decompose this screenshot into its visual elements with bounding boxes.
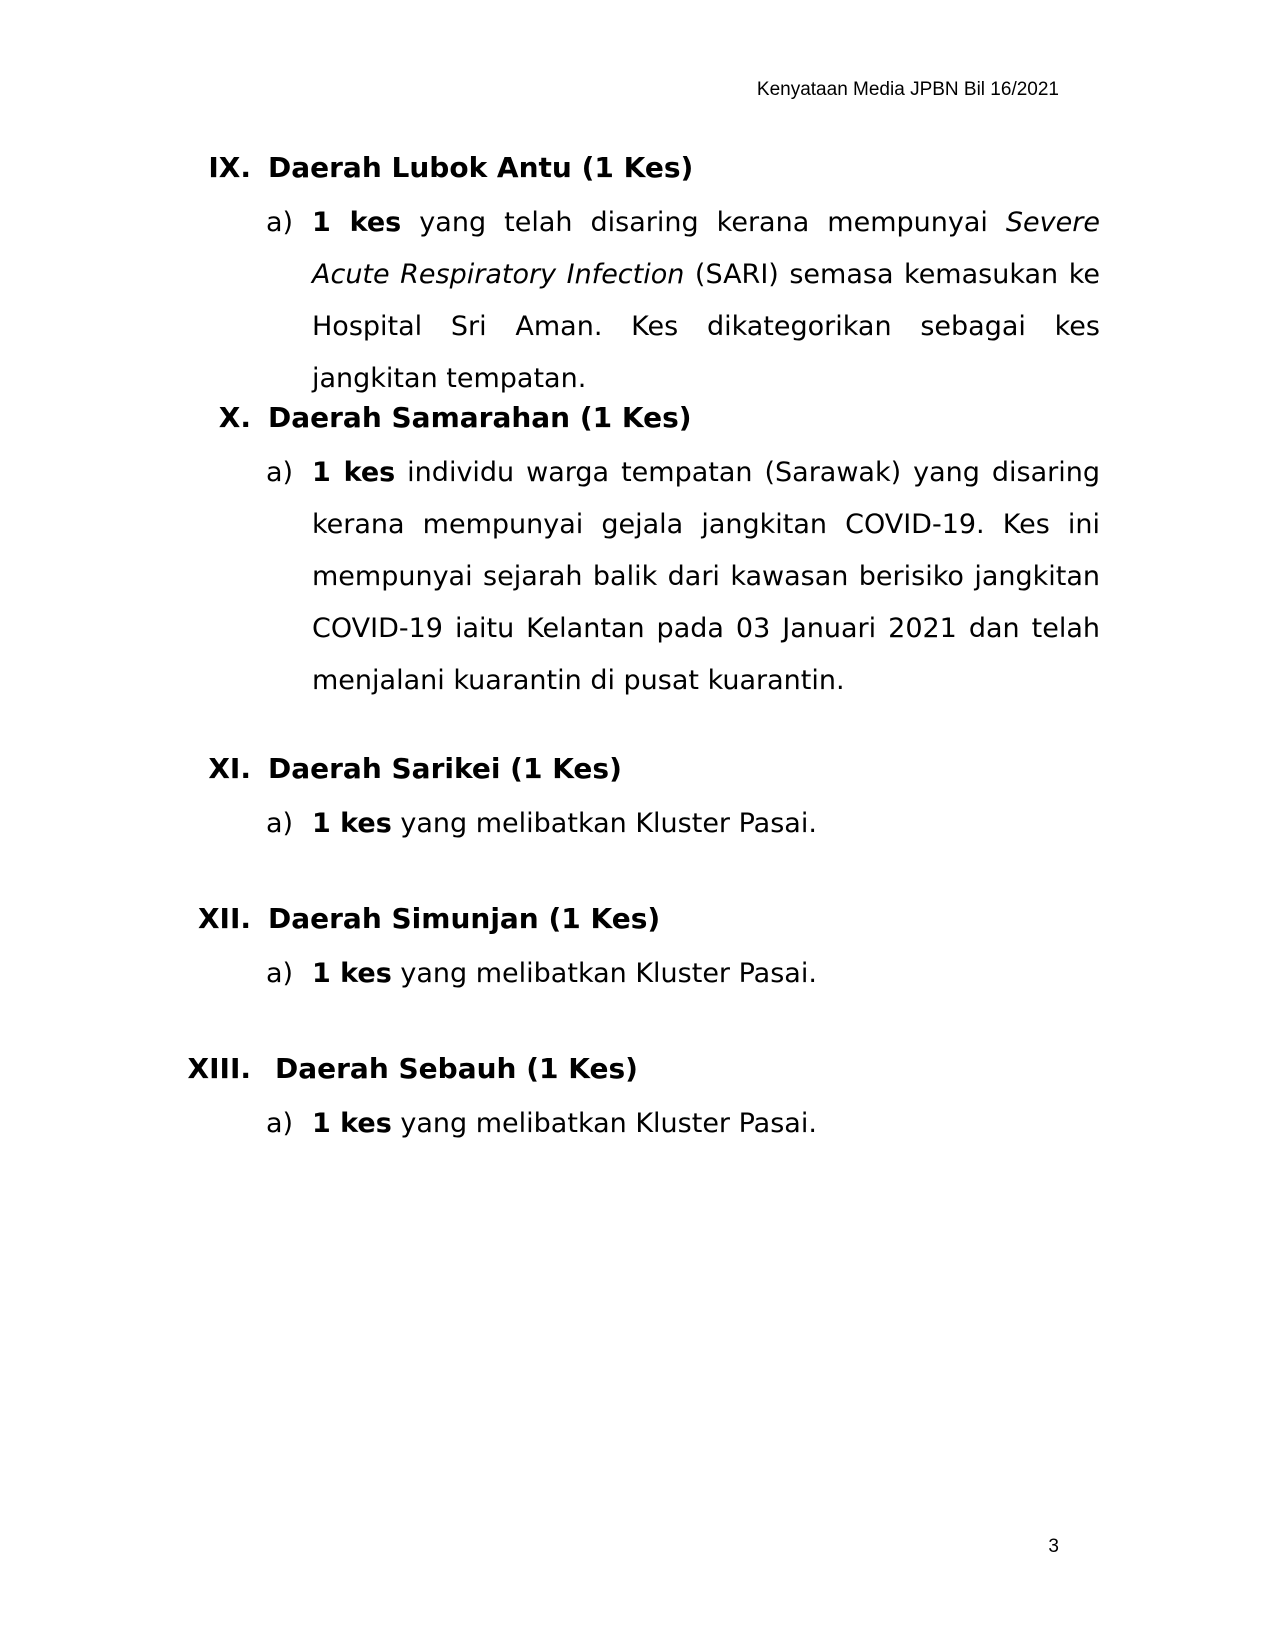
item-text-part: yang telah disaring kerana mempunyai bbox=[401, 207, 1006, 238]
section-title: Daerah Simunjan (1 Kes) bbox=[268, 902, 661, 935]
item-text bbox=[312, 798, 1100, 850]
list-item bbox=[0, 948, 1275, 1000]
item-text-part: individu warga tempatan (Sarawak) yang disaring kerana mempunyai gejala jangkitan COVID-19. Kes ini mempunyai sejarah balik dari kawasan berisiko jangkitan COVID-19 iaitu Kelantan pada 03 Januari 2021 dan telah menjalani kuarantin di pusat kuarantin. bbox=[312, 457, 1100, 696]
case-count: 1 kes bbox=[312, 207, 402, 238]
item-text-part: yang melibatkan Kluster Pasai. bbox=[391, 808, 817, 839]
section-heading bbox=[0, 146, 1275, 190]
item-text-part: yang melibatkan Kluster Pasai. bbox=[391, 1108, 817, 1139]
section-heading bbox=[0, 747, 1275, 791]
case-count: 1 kes bbox=[312, 958, 392, 989]
section-title: Daerah Sarikei (1 Kes) bbox=[268, 752, 622, 785]
section-sarikei bbox=[0, 747, 1275, 850]
item-marker: a) bbox=[266, 457, 294, 488]
item-text-part: (SARI) semasa kemasukan ke Hospital Sri Aman. Kes dikategorikan sebagai kes jangkitan tempatan. bbox=[312, 259, 1100, 394]
list-item bbox=[0, 1098, 1275, 1150]
section-sebauh bbox=[0, 1047, 1275, 1150]
case-count: 1 kes bbox=[312, 457, 396, 488]
list-item bbox=[0, 447, 1275, 707]
item-text-part: yang melibatkan Kluster Pasai. bbox=[391, 958, 817, 989]
section-lubok-antu bbox=[0, 146, 1275, 405]
item-marker: a) bbox=[266, 958, 294, 989]
section-simunjan bbox=[0, 897, 1275, 1000]
page-number: 3 bbox=[1048, 1536, 1059, 1557]
item-marker: a) bbox=[266, 1108, 294, 1139]
item-marker: a) bbox=[266, 808, 294, 839]
list-item bbox=[0, 197, 1275, 405]
item-marker: a) bbox=[266, 207, 294, 238]
case-count: 1 kes bbox=[312, 808, 392, 839]
section-title: Daerah Lubok Antu (1 Kes) bbox=[268, 151, 694, 184]
section-numeral: XII. bbox=[197, 902, 251, 935]
section-heading bbox=[0, 897, 1275, 941]
section-title: Daerah Samarahan (1 Kes) bbox=[268, 401, 692, 434]
section-numeral: IX. bbox=[208, 151, 251, 184]
item-text bbox=[312, 197, 1100, 405]
case-count: 1 kes bbox=[312, 1108, 392, 1139]
section-numeral: XIII. bbox=[187, 1052, 251, 1085]
item-text bbox=[312, 1098, 1100, 1150]
italic-term: Severe Acute Respiratory Infection bbox=[312, 207, 1100, 290]
item-text bbox=[312, 447, 1100, 707]
section-numeral: X. bbox=[218, 401, 251, 434]
page-header: Kenyataan Media JPBN Bil 16/2021 bbox=[756, 79, 1059, 100]
section-numeral: XI. bbox=[208, 752, 251, 785]
section-heading bbox=[0, 1047, 1275, 1091]
item-text bbox=[312, 948, 1100, 1000]
list-item bbox=[0, 798, 1275, 850]
section-title: Daerah Sebauh (1 Kes) bbox=[275, 1052, 638, 1085]
section-heading bbox=[0, 396, 1275, 440]
section-samarahan bbox=[0, 396, 1275, 707]
